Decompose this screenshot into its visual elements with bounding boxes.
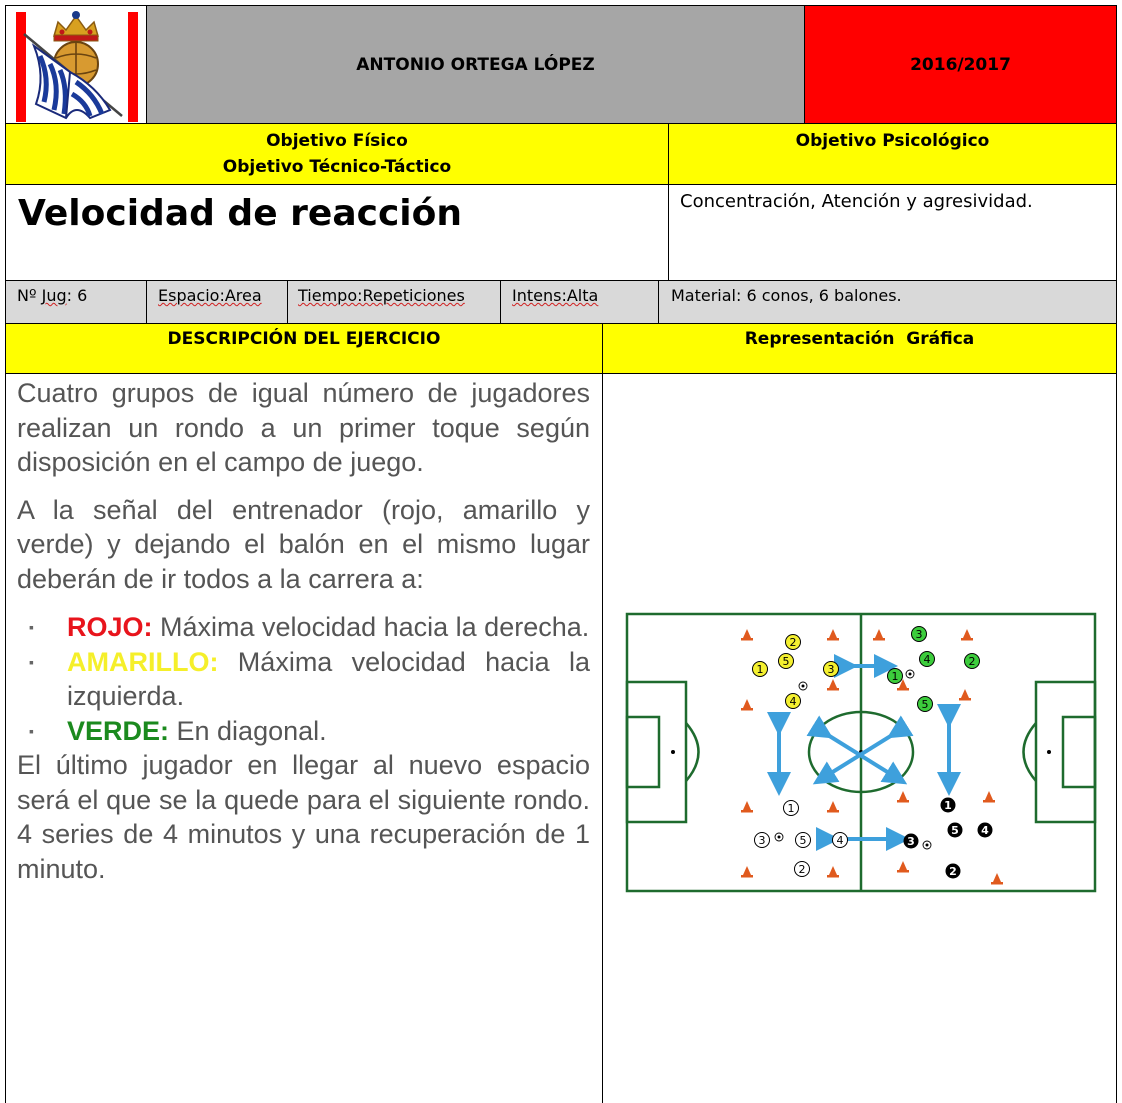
graphic-header-cell — [602, 323, 1117, 374]
exercise-title: Velocidad de reacción — [18, 193, 462, 234]
black-player — [978, 823, 993, 838]
yellow-team — [753, 635, 839, 709]
yellow-player — [786, 635, 801, 650]
signal-item-amarillo — [17, 645, 590, 714]
players-value: : 6 — [66, 286, 88, 305]
material-value: Material: 6 conos, 6 balones. — [671, 286, 902, 305]
signal-list — [17, 610, 590, 748]
signal-text-verde: En diagonal. — [169, 715, 327, 746]
svg-text:5: 5 — [951, 824, 959, 837]
crest-cell — [5, 5, 147, 124]
svg-text:1: 1 — [944, 799, 952, 812]
space-value: Espacio:Area — [158, 286, 262, 305]
svg-text:1: 1 — [891, 670, 899, 683]
material-cell — [658, 280, 1117, 324]
description-header: DESCRIPCIÓN DEL EJERCICIO — [167, 329, 441, 349]
graphic-header: Representación Gráfica — [744, 329, 975, 349]
yellow-player — [786, 694, 801, 709]
green-player — [918, 697, 933, 712]
signal-text-rojo: Máxima velocidad hacia la derecha. — [152, 612, 590, 642]
signal-label-rojo: ROJO: — [67, 612, 153, 642]
players-word: Jug — [41, 286, 67, 305]
svg-text:3: 3 — [915, 628, 923, 641]
svg-text:4: 4 — [923, 653, 931, 666]
green-player — [920, 652, 935, 667]
svg-text:4: 4 — [789, 695, 797, 708]
svg-text:2: 2 — [789, 636, 797, 649]
svg-text:3: 3 — [758, 834, 766, 847]
space-cell — [146, 280, 288, 324]
description-paragraph-2: A la señal del entrenador (rojo, amarillo y verde) y dejando el balón en el mismo lugar deberán de ir todos a la carrera a: — [17, 494, 590, 594]
description-body-cell — [5, 373, 603, 1103]
description-paragraph-1: Cuatro grupos de igual número de jugadores realizan un rondo a un primer toque según disposición en el campo de juego. — [17, 378, 590, 477]
psych-objective-text: Concentración, Atención y agresividad. — [680, 191, 1033, 212]
time-value: Tiempo:Repeticiones — [298, 286, 465, 305]
graphic-body-cell — [602, 373, 1117, 1103]
yellow-player — [753, 662, 768, 677]
svg-text:5: 5 — [799, 834, 807, 847]
bullet-icon: ▪ — [29, 653, 34, 670]
black-player — [941, 798, 956, 813]
description-text — [17, 376, 590, 886]
svg-text:4: 4 — [836, 834, 844, 847]
bullet-icon: ▪ — [29, 722, 34, 739]
black-player — [948, 823, 963, 838]
white-player — [784, 801, 799, 816]
time-cell — [287, 280, 501, 324]
svg-text:3: 3 — [907, 835, 915, 848]
white-player — [796, 833, 811, 848]
svg-text:2: 2 — [949, 865, 957, 878]
white-player — [833, 833, 848, 848]
movement-arrows — [779, 666, 949, 839]
signal-item-rojo — [17, 610, 590, 645]
svg-text:2: 2 — [798, 863, 806, 876]
objectives-right-cell — [668, 123, 1117, 185]
svg-text:1: 1 — [756, 663, 764, 676]
objective-psicologico: Objetivo Psicológico — [795, 131, 990, 151]
signal-label-amarillo: AMARILLO: — [67, 646, 219, 677]
black-team — [904, 798, 993, 879]
coach-name: ANTONIO ORTEGA LÓPEZ — [356, 54, 595, 75]
description-paragraph-3: El último jugador en llegar al nuevo espacio será el que se la quede para el siguiente rondo. 4 series de 4 minutos y una recuperación de 1 minuto. — [17, 750, 590, 884]
pitch-diagram — [603, 374, 1117, 1103]
svg-text:5: 5 — [921, 698, 929, 711]
players-label: Nº — [17, 286, 42, 305]
bullet-icon: ▪ — [29, 619, 34, 635]
name-cell — [146, 5, 805, 124]
season: 2016/2017 — [910, 54, 1011, 75]
white-player — [795, 862, 810, 877]
yellow-player — [824, 662, 839, 677]
signal-item-verde — [17, 714, 590, 749]
players-cell — [5, 280, 147, 324]
green-player — [888, 669, 903, 684]
yellow-player — [779, 654, 794, 669]
svg-text:1: 1 — [787, 802, 795, 815]
white-player — [755, 833, 770, 848]
description-header-cell — [5, 323, 603, 374]
season-cell — [804, 5, 1117, 124]
objective-tecnico-tactico: Objetivo Técnico-Táctico — [222, 157, 452, 177]
svg-text:5: 5 — [782, 655, 790, 668]
svg-text:3: 3 — [827, 663, 835, 676]
signal-label-verde: VERDE: — [67, 715, 170, 746]
green-player — [965, 654, 980, 669]
club-crest-logo — [6, 6, 147, 124]
objective-fisico: Objetivo Físico — [266, 131, 408, 151]
objectives-left-cell — [5, 123, 669, 185]
green-player — [912, 627, 927, 642]
svg-text:4: 4 — [981, 824, 989, 837]
exercise-title-cell — [5, 184, 669, 281]
black-player — [946, 864, 961, 879]
psych-cell — [668, 184, 1117, 281]
signal-text-amarillo: Máxima velocidad hacia la izquierda. — [67, 646, 590, 711]
intensity-value: Intens:Alta — [512, 286, 599, 305]
intensity-cell — [500, 280, 659, 324]
svg-text:2: 2 — [968, 655, 976, 668]
black-player — [904, 834, 919, 849]
